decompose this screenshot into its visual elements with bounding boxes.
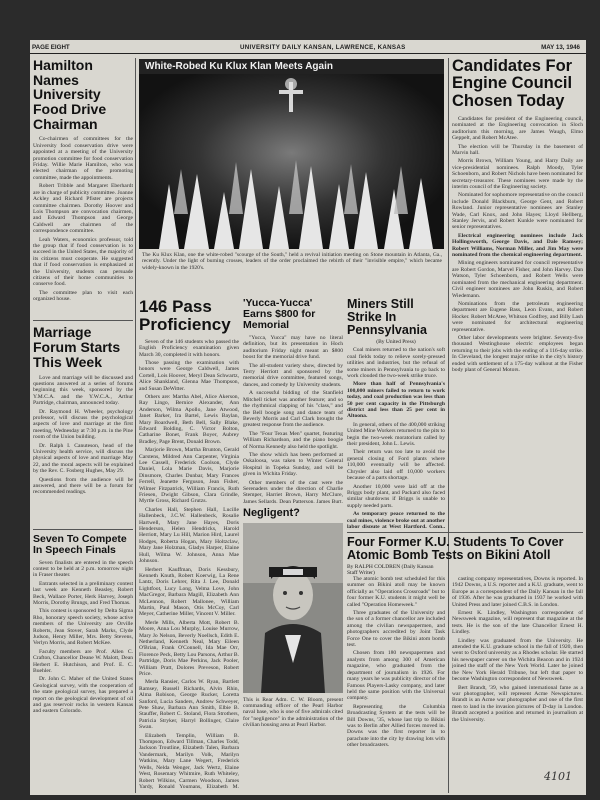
masthead-rule [30, 53, 586, 54]
marriage-headline: Marriage Forum Starts This Week [33, 324, 121, 370]
atomic-article-body-right [452, 576, 583, 791]
paragraph: Three graduates of the University and the son of a former chancellor are included among the civilian newspapermen, and photographers accredited by Joint Task Force One to cover the Bikini atom bomb test. [347, 610, 445, 649]
handwritten-note: 4101 [544, 770, 572, 783]
paragraph: The "Four Texas Men" quartet, featuring William Richardson, and the piano boogie of Norma Kennedy also held the spotlight. [243, 430, 343, 450]
paragraph: A successful bidding of the Stanfield Mitchell ticket was another feature; and so the rhythmical clapping of his "class," and the Bell boogie song and dance team of Beverly Morris and Carl Clark brought the greatest response from the audience. [243, 390, 343, 429]
newspaper-page [30, 40, 586, 795]
newspaper-name: UNIVERSITY DAILY KANSAN, LAWRENCE, KANSAS [240, 44, 406, 51]
paragraph: Lindley was graduated from the University. He attended the K.U. graduate school in the fall of 1920, then went to Oxford university as a Rhodes scholar. He started his newspaper career on the Wichita Beacon and in 1924 joined the staff of the New York World. Later he joined the New York Herald Tribune, but left that paper to become Washington correspondent of Newsweek. [452, 637, 583, 683]
miners-article [347, 298, 445, 528]
negligent-article [243, 508, 343, 793]
proficiency-article [139, 298, 239, 793]
paragraph: Merla Ransier, Carlos W. Ryan, Bartlett Ramsey, Russell Richards, Alvin Rhin, Alma Robison, George Rucker, Loretta Sanford, Lucia Sanders, Andrew Schweyer, Pete Shaw, Barbara Ann Smith, Elbie B. Stauffer, Robert C. Stoland, Flora Strothers, Patricia Stryker, Harryl Bollinger, Claire Swan. [139, 679, 239, 731]
paragraph: Dr. John C. Maher of the United States Geological survey, with the cooperation of the state geological survey, has prepared a report on the geological development of oil and gas reservoir rocks in western Kansas and eastern Colorado. [33, 676, 133, 715]
klan-photo-title: White-Robed Ku Klux Klan Meets Again [139, 59, 444, 74]
issue-date: MAY 13, 1946 [541, 44, 580, 51]
klan-photo-caption: The Ku Klux Klan, one the white-robed "scourge of the South," held a revival initiation meeting on Stone mountain in Atlanta, Ga., recently. Under the light of burning crosses, leaders of the order proclaimed the rebirth of their "invisible empire," which became widely-known in the 1920's. [142, 252, 442, 271]
paragraph: Co-chairmen of committees for the University food conservation drive were appointed at a meeting of the University promotion committee for food conservation Friday. Willie Marie Hamilton, who was elected chairman of the promoting committee, made the appointments. [33, 136, 133, 181]
paragraph: Dr. Raymond H. Wheeler, psychology professor, will discuss the psychological aspects of love and marriage at the first meeting, Wednesday at 7:30 p.m. in the Pine room of the Union building. [33, 408, 133, 441]
paragraph: Electrical engineering nominees include Jack Hollingsworth, George Davis, and Dale Ramsey; Robert Williams, Norman Miller, and Jim May were nominated from the chemical engineering department. [452, 232, 583, 259]
paragraph: casting company representatives, Downs is reported. In 1942 Downs, a U.S. reporter and a K.U. graduate, went to Europe as a correspondent of the Daily Kansan in the fall of 1936. After he was graduated in 1937 he worked with United Press and later joined C.B.S. in London. [452, 576, 583, 608]
paragraph: The all-student variety show, directed by Terry Herriott and sponsored by the memorial drive committee, featured songs, dances, and comedy by University students. [243, 362, 343, 388]
yucca-article [243, 298, 343, 503]
paragraph: Chosen from 180 newspapermen and analysts from among 300 of American magazine, who graduated from the department of journalism in 1926. For many years he was publicity director of the Famous Players-Lasky company, and later held the same position with the Universal company. [347, 650, 445, 702]
paragraph: Coal miners returned to the nation's soft coal fields today to relieve sorely-pressed utilities and industries, but the refusal of some miners in Pennsylvania to go back to work clouded the two-week strike truce. [347, 347, 445, 379]
paragraph: Dr. Ralph I. Canuteson, head of the University health service, will discuss the physical aspects of love and marriage May 22, and the moral aspects will be explained by the Rev. C. Fosberg Hughes, May 29. [33, 442, 133, 475]
paragraph: Nominations from the petroleum engineering department are Eugene Bass, Leon Evans, and Robert Hocker. Robert McAtee, Whitson Godfrey, and Billy Lash were nominated for architectural engineering representative. [452, 300, 583, 333]
paragraph: Other members of the cast were the Serenaders under the direction of Charlie Stemper, Harriet Brown, Harry McClure, James Sellards, Dean Patterson, James Burt, [243, 479, 343, 503]
paragraph: Those passing the examination with honors were George Caldwell, James Cortell, Lois Hoover, Meryl Dean Schwartz, Alice Shankland, Glenna Mae Thompson, and Susan DeWitter. [139, 359, 239, 392]
paragraph: Love and marriage will be discussed and questions answered at a series of forums beginning this week, sponsored by the Y.M.C.A. and the Y.W.C.A., Arthur Partridge, chairman, announced today. [33, 374, 133, 407]
paragraph: Faculty members are Prof. Allen C. Crafton, Chancellor Deane W. Malott, Dean Herbert E. Hutchison, and Prof. E. C. Buehler. [33, 648, 133, 675]
page-label: PAGE EIGHT [32, 44, 70, 51]
hamilton-article-body [33, 136, 133, 316]
hamilton-headline: Hamilton Names University Food Drive Chairman [33, 58, 107, 132]
paragraph: Questions from the audience will be answered, and there will be a forum for recommended readings. [33, 476, 133, 496]
paragraph: The committee plan to visit each organized house. [33, 289, 133, 303]
paragraph: Another 10,000 were laid off at the Briggs body plant, and Packard also faced similar shutdowns if Briggs is unable to supply needed parts. [347, 483, 445, 509]
paragraph: More than half of Pennsylvania's 100,000 miners failed to return to work today, and coal production was less than 50 per cent capacity in the Pittsburgh district and less than 25 per cent in Altoona. [347, 381, 445, 420]
paragraph: Charles Hall, Stephen Hall, Lucille Hallenbeck, J.C.W. Hallenbeck, Rosalie Hartwell, Mary Jane Hayes, Doris Henderson, Helen Hendricks, Harold Herriott, Mary Lu Hill, Marion Hird, Laurel Hodges, Roberta Hogan, Mary Holtzclaw, Mary Jane Holzman, Gladys Harper, Elaine Hull, Wilma W. Johnson, Anna Mae Johnson. [139, 506, 239, 565]
marriage-article-body [33, 375, 133, 525]
paragraph: Others are: Martha Abel, Alice Akerson, Ray Lingo, Bernice Alexander, Ann Anderson, Wilma Apollo, Jane Atwood, Janet Barker, Ira Bartel, Lewis Baylan, Mary Boardwell, Beth Bell, Sally Blake, Edward Bolding, C. Victor Bolton, Catharine Bonet, Frank Boyer, Aubrey Bradley, Page Brent, Donald Brown. [139, 393, 239, 445]
miners-headline: Miners Still Strike In Pennsylvania [347, 298, 427, 338]
yucca-headline: 'Yucca-Yucca' Earns $800 for Memorial [243, 298, 316, 332]
paragraph: Herbert Kauffman, Doris Kessbury, Kenneth Knuth, Robert Koerwig, La Rene Lantz, Doris Lehrer, Rita J. Lee, Donald Lightfoot, Lucy Long, Velma Love, John MacGregor, Barbara Magill, Elizabeth Ann McLennon, Robert Mallonee, William Martin, Paul Mason, Otis McCoy, Carl Meyer, Catherine Miller, Vincent V. Miller. [139, 566, 239, 618]
paragraph: Elizabeth Templin, William B. Thompson, Edward Tillman, Charles Todd, Jackson Troutline, Elizabeth Talen, Barbara Vandermark, Marilyn Volk, Marilyn Watkins, Mary Lane Wegert, Frederick Wells, Nelda Wenger, Jack Wertz, Elaine West, Rosemary Whitmire, Ruth Whiteley, Robert Wilkins, Carmen Woodson, James Yardy, Ronald Youmans, Elizabeth M. [139, 732, 239, 789]
paragraph: Representing the Columbia Broadcasting System at the tests will be Bill Downs, '35, whose last trip to Bikini was to Berlin after Allied forces moved in. Downs was the first reporter in to parachute into the city by drawing lots with other broadcasters. [347, 703, 445, 749]
paragraph: Robert Tribble and Margaret Eberhardt are in charge of publicity committee. Joanne Ackley and Richard Pfister are projects committee chairmen. Dorothy Hoover and Lois Thompson are convocation chairmen, and Edward Thompson and George Caldwell are chairmen of the correspondence committee. [33, 183, 133, 235]
paragraph: Merle Mills, Alberta Mott, Robert B. Moore, Anna Lou Murphy, Louise Murrow, Mary Jo Nelson, Beverly Noellsch, Edith E. Netherland, Kenneth Neal, Mary Eileen O'Brian, Frank O'Connell, Ida Mae Orr, Florence Peck, Betty Lou Parsons, Arthur B. Partridge, Doris Mae Perkins, Jack Pooler, William Pratt, Dolores Preveson, Robert Price. [139, 619, 239, 677]
column-rule [135, 58, 136, 793]
paragraph: Leah Waters, economics professor, told the group that if food conservation is to succeed in the United States, the majority of its citizens must cooperate. He suggested that if food conservation is emphasized at the University, students can persuade citizens of their home communities to conserve food. [33, 236, 133, 288]
paragraph: Seven finalists are entered in the speech contest to be held at 2 p.m. tomorrow night in Fraser theater. [33, 559, 133, 579]
paragraph: The election will be Thursday in the basement of Marvin hall. [452, 143, 583, 156]
paragraph: Seven of the 146 students who passed the English Proficiency examination given March 30, completed it with honors. [139, 338, 239, 358]
candidates-article [452, 58, 583, 528]
article-divider [33, 529, 133, 530]
left-column [33, 58, 133, 793]
admiral-portrait [243, 523, 343, 693]
paragraph: The show which has been performed at Oskaloosa, was taken to Winter General Hospital in Topeka Sunday, and will be given in Wichita Friday. [243, 451, 343, 478]
proficiency-headline: 146 Pass Proficiency [139, 298, 231, 334]
negligent-title: Negligent? [243, 508, 300, 519]
speech-headline: Seven To Compete In Speech Finals [33, 532, 127, 556]
candidates-article-body [452, 116, 583, 501]
article-divider [33, 320, 133, 321]
atomic-byline: By RALPH COLDREN (Daily Kansan Staff Writer) [347, 564, 434, 577]
article-divider [347, 532, 583, 533]
paragraph: "Yucca, Yucca" may have no literal definition, but its presentation in Hoch auditorium Friday night meant an $800 boost for the memorial drive fund. [243, 335, 343, 361]
atomic-headline: Four Former K.U. Students To Cover Atomic Bomb Tests on Bikini Atoll [347, 536, 564, 563]
klan-photo-image [139, 74, 444, 249]
yucca-article-body [243, 335, 343, 503]
proficiency-article-body [139, 339, 239, 789]
paragraph: Ernest K. Lindley, Washington correspondent of Newsweek magazine, will represent that magazine at the tests. He is the son of the late Chancellor Ernest H. Lindley. [452, 610, 583, 636]
negligent-caption: This is Rear Adm. C. W. Bloom, present commanding officer of the Pearl Harbor naval base, who is one of five admirals cited for "negligence" in the administration of the civilian housing area at Pearl Harbor. [243, 696, 343, 729]
paragraph: Other labor developments were brighter. Seventy-five thousand Westinghouse electric employees began returning to their jobs with the ending of a 116-day strike. In Cleveland, the longest major strike in the city's history ended with settlement of a 175-day walkout at the Fisher body plant of General Motors. [452, 334, 583, 373]
paragraph: Mining engineers nominated for council representative are Robert Gordon, Marvel Fisher, and John Harvey. Dan Watson, Tyler Schoenborn, and Robert Wells were nominated from the mechanical engineering department. Civil engineer nominees are John Ruskin, and Robert Wiedemann. [452, 260, 583, 299]
paragraph: Nominated for sophomore representative on the council include Donald Blackburn, George Gent, and Robert Rowland. Junior representative nominees are Stanley Wade, Carl Knox, and John Hayes; Lloyd Hellberg, Stanley Jervis, and Robert Kunkle were nominated for senior representatives. [452, 192, 583, 231]
miners-byline: (By United Press) [376, 339, 416, 346]
paragraph: Candidates for president of the Engineering council, nominated at the Engineering convocation in Sloch auditorium this morning, are James Waugh, Elmo Geppelt, and Robert McAtee. [452, 115, 583, 142]
atomic-article [347, 536, 583, 793]
paragraph: The atomic bomb test scheduled for this summer on Bikini atoll may be known officially as "Operations Crossroads" but to four former K.U. students it might well be called "Operation Homeweek." [347, 576, 445, 608]
paragraph: Bert Brandt, '39, who gained international fame as a war photographer, will represent Acme Newspictures. Brandt is an Acme war photographer and one of the first men to land in the invasion pictures of D-day in London. Brandt accepted a position and returned in journalism at the University. [452, 684, 583, 723]
paragraph: This contest is sponsored by Delta Sigma Rho, honorary speech society, whose active members of the University are Orville Roberts, Jean Stover, Sarah Marks, Clyde Judson, Henry Miller, Mrs. Betty Stevens, Verlyn Morris, and Robert McKee. [33, 608, 133, 647]
speech-article-body [33, 560, 133, 793]
paragraph: Their return was too late to avoid the general closing of Ford plants where 110,000 eventually will be affected. Chrysler also laid off 10,000 workers because of a parts shortage. [347, 449, 445, 482]
atomic-article-body-left [347, 576, 445, 791]
paragraph: In general, others of the 400,000 striking United Mine Workers returned to the pits to begin the two-week moratorium called by their president, John L. Lewis. [347, 421, 445, 448]
paragraph: Morris Brown, William Young, and Harry Daily are vice-presidential nominees. Ralph Moody, Tyler Schoenborn, and Robert Nichols have been nominated for secretary-treasurer. These nominees were made by the interim council of the Engineering society. [452, 158, 583, 190]
miners-article-body [347, 347, 445, 528]
paragraph: Marjorie Brown, Martha Brunton, Gerald Carstens, Mildred Ann Carpenter, Virginia Lee Cassell, Frederick Coolson, Clyde Daniel, Lola Marie Davis, Marjorie Dinsmore, Charles Dunbar, Mary Frances Ferrell, Jeanette Ferguson, Jean Fisher, Wilmer Fitzpatrick, William Francis, Ruth Friesen, Dwight Gibson, Clara Grindle, Myrtle Gross, Richard Grutzs. [139, 447, 239, 505]
paragraph: Entrants selected in a preliminary contest last week are Kenneth Beasley, Robert Beck, Wallace Porter, Herk Harvey, Joseph Morris, Dorothy Brungs, and Fred Thomas. [33, 580, 133, 606]
paragraph: As temporary peace returned to the coal mines, violence broke out at another labor dispute at West Hartford, Conn., [347, 511, 445, 528]
candidates-headline: Candidates For Engine Council Chosen Today [452, 58, 573, 110]
klan-photo [139, 59, 444, 249]
